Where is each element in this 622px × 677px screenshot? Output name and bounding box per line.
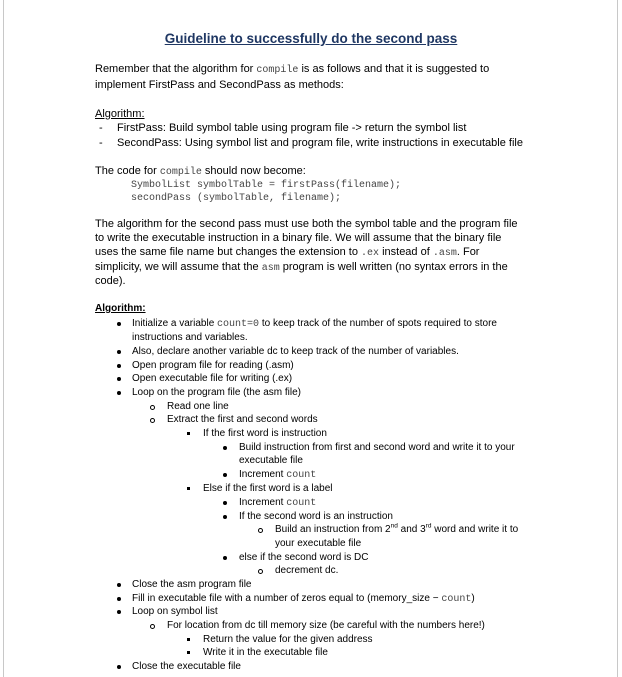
list-item: Open program file for reading (.asm) [132, 360, 294, 371]
list-item: If the second word is an instruction [239, 511, 393, 522]
inline-code: .asm [432, 248, 457, 259]
inline-code: count [441, 594, 472, 605]
list-item: else if the second word is DC [239, 552, 369, 563]
page-edge-right [617, 0, 618, 677]
inline-code: compile [256, 65, 299, 76]
code-line: secondPass (symbolTable, filename); [131, 193, 342, 204]
dash-bullet: - [99, 137, 103, 149]
paragraph2-line: code). [95, 275, 126, 287]
document-title: Guideline to successfully do the second pass [164, 31, 458, 46]
compile-line: The code for compile should now become: [95, 165, 306, 178]
algorithm2-heading: Algorithm: [95, 303, 146, 314]
inline-code: .ex [361, 248, 380, 259]
list-item: Else if the first word is a label [203, 483, 333, 494]
dash-bullet: - [99, 122, 103, 134]
list-item: Increment count [239, 469, 317, 481]
list-item: Build an instruction from 2nd and 3rd word and write it to [275, 522, 519, 535]
list-item: Open executable file for writing (.ex) [132, 373, 293, 384]
list-item: Increment count [239, 497, 317, 509]
list-item: Read one line [167, 401, 229, 412]
list-item: Build instruction from first and second word and write it to your [239, 442, 515, 453]
list-item: Loop on symbol list [132, 606, 218, 617]
list-item: Initialize a variable count=0 to keep track of the number of spots required to store [132, 318, 497, 330]
list-item: Fill in executable file with a number of zeros equal to (memory_size − count) [132, 593, 475, 605]
list-item-continuation: executable file [239, 455, 303, 466]
list-item-continuation: instructions and variables. [132, 332, 248, 343]
paragraph2-line: simplicity, we will assume that the asm program is well written (no syntax errors in the [95, 261, 508, 274]
list-item: Close the asm program file [132, 579, 252, 590]
intro-paragraph: Remember that the algorithm for compile is as follows and that it is suggested to implement FirstPass and SecondPass as methods: [95, 63, 490, 91]
inline-code: count=0 [217, 319, 260, 330]
algorithm1-item: FirstPass: Build symbol table using program file -> return the symbol list [117, 122, 467, 134]
inline-code: asm [261, 263, 280, 274]
inline-code: compile [159, 167, 202, 178]
list-item: Loop on the program file (the asm file) [132, 387, 301, 398]
inline-code: count [286, 498, 317, 509]
page-edge-left [3, 0, 4, 677]
list-item: Write it in the executable file [203, 647, 328, 658]
code-line: SymbolList symbolTable = firstPass(filename); [131, 180, 402, 191]
list-item: For location from dc till memory size (be careful with the numbers here!) [167, 620, 485, 631]
algorithm1-item: SecondPass: Using symbol list and program file, write instructions in executable file [117, 137, 523, 149]
algorithm1-heading: Algorithm: [95, 108, 145, 120]
list-item-continuation: your executable file [275, 538, 362, 549]
paragraph2-line: uses the same file name but changes the extension to .ex instead of .asm. For [95, 246, 480, 259]
list-item: decrement dc. [275, 565, 339, 576]
paragraph2-line: to write the executable instruction in a binary file. We will assume that the binary file [95, 232, 502, 244]
list-item: Return the value for the given address [203, 634, 373, 645]
list-item: Close the executable file [132, 661, 241, 672]
list-item: If the first word is instruction [203, 428, 327, 439]
list-item: Also, declare another variable dc to keep track of the number of variables. [132, 346, 459, 357]
list-item: Extract the first and second words [167, 414, 318, 425]
inline-code: count [286, 470, 317, 481]
paragraph2-line: The algorithm for the second pass must use both the symbol table and the program file [95, 218, 518, 230]
